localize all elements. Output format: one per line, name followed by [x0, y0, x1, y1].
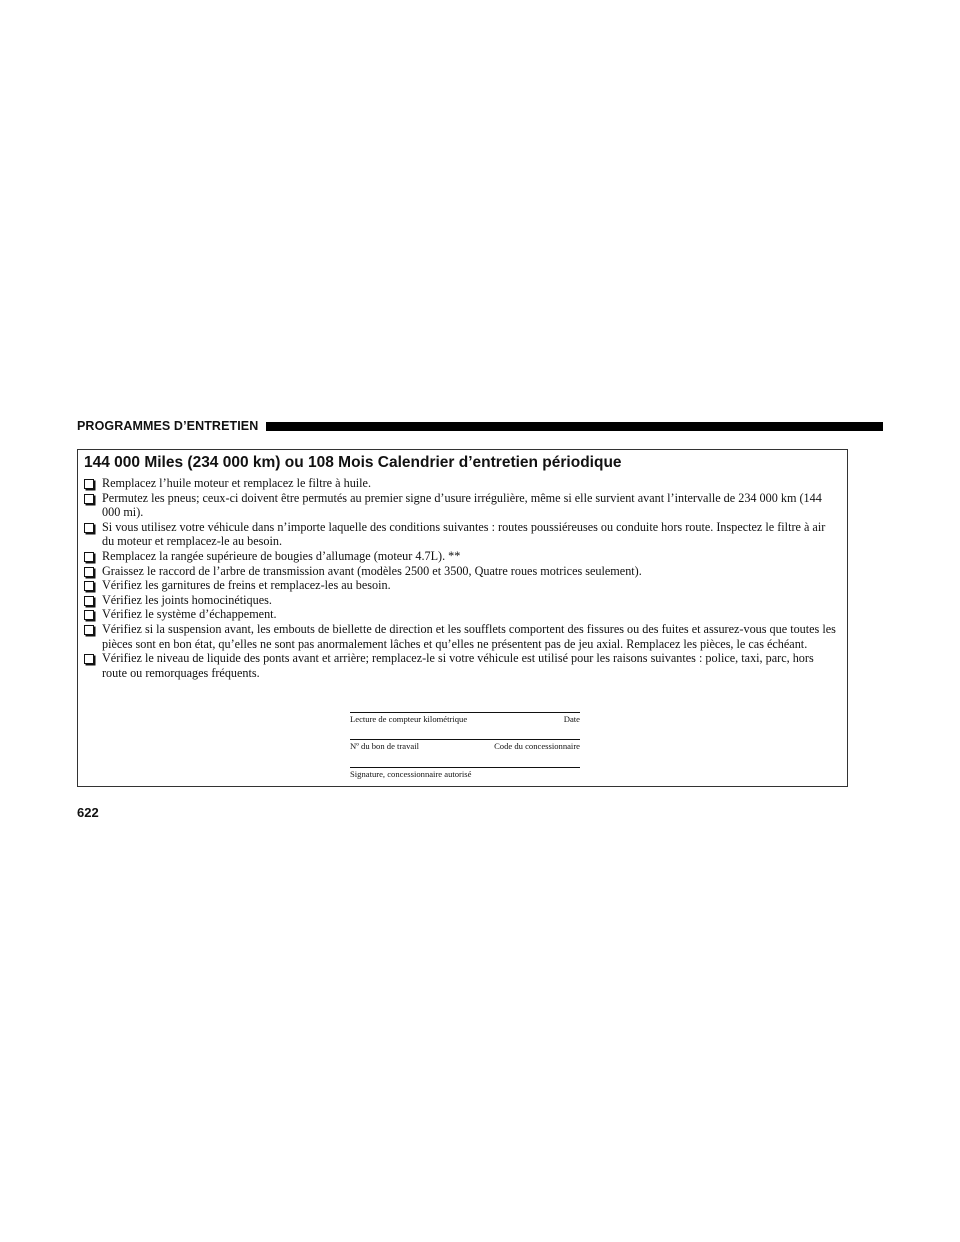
checklist-item: [84, 549, 836, 564]
checklist-item: [84, 607, 836, 622]
checkbox-icon: [84, 581, 94, 591]
checklist-item: [84, 578, 836, 593]
checklist-item: [84, 564, 836, 579]
checklist-item-text: Vérifiez si la suspension avant, les embouts de biellette de direction et les soufflets comportent des fissures ou des fuites et assurez-vous que toutes les pièces sont en bon état, qu’elles ne sont pas anormalement lâches et qu’elles ne présentent pas de jeu axial. Remplacez les pièces, le cas échéant.: [102, 621, 836, 651]
checklist-item: [84, 491, 836, 520]
checklist-item: [84, 593, 836, 608]
checklist-item: [84, 476, 836, 491]
work-order-label: Nº du bon de travail: [350, 741, 420, 751]
section-divider-bar: [266, 422, 883, 431]
schedule-title: 144 000 Miles (234 000 km) ou 108 Mois Calendrier d’entretien périodique: [84, 454, 622, 471]
checkbox-icon: [84, 552, 94, 562]
checkbox-icon: [84, 610, 94, 620]
odometer-date-field: [350, 712, 580, 724]
maintenance-schedule-box: [77, 449, 848, 787]
checkbox-icon: [84, 567, 94, 577]
checklist-item-text: Remplacez l’huile moteur et remplacez le filtre à huile.: [102, 476, 372, 490]
work-order-dealer-field: [350, 739, 580, 751]
checkbox-icon: [84, 596, 94, 606]
date-label: Date: [563, 714, 580, 724]
checkbox-icon: [84, 494, 94, 504]
checkbox-icon: [84, 625, 94, 635]
checklist-item-text: Si vous utilisez votre véhicule dans n’importe laquelle des conditions suivantes : routes poussiéreuses ou conduite hors route. Inspectez le filtre à air du moteur et remplacez-le au besoin.: [102, 519, 826, 549]
checklist-item: [84, 651, 836, 680]
checkbox-icon: [84, 479, 94, 489]
checklist-item-text: Vérifiez les joints homocinétiques.: [102, 592, 272, 607]
checklist-item: [84, 520, 836, 549]
checklist-item-text: Remplacez la rangée supérieure de bougies d’allumage (moteur 4.7L). **: [102, 548, 461, 563]
checklist-item-text: Vérifiez le niveau de liquide des ponts avant et arrière; remplacez-le si votre véhicule est utilisé pour les raisons suivantes : police, taxi, parc, hors route ou remorquages fréquents.: [102, 651, 814, 680]
checkbox-icon: [84, 523, 94, 533]
page-number: 622: [77, 805, 99, 820]
section-title: PROGRAMMES D’ENTRETIEN: [77, 419, 259, 433]
checklist-item-text: Permutez les pneus; ceux-ci doivent être permutés au premier signe d’usure irrégulière, même si elle survient avant l’intervalle de 234 000 km (144 000 mi).: [102, 490, 822, 520]
dealer-code-label: Code du concessionnaire: [494, 741, 580, 751]
signature-label: Signature, concessionnaire autorisé: [350, 769, 472, 779]
checklist-item-text: Graissez le raccord de l’arbre de transmission avant (modèles 2500 et 3500, Quatre roues motrices seulement).: [102, 563, 642, 578]
maintenance-checklist: [84, 476, 836, 680]
checklist-item-text: Vérifiez les garnitures de freins et remplacez-les au besoin.: [102, 578, 391, 593]
signature-field: [350, 767, 580, 779]
checklist-item-text: Vérifiez le système d’échappement.: [102, 607, 277, 622]
checklist-item: [84, 622, 836, 651]
section-header: [77, 418, 883, 434]
odometer-label: Lecture de compteur kilométrique: [350, 714, 468, 724]
checkbox-icon: [84, 654, 94, 664]
